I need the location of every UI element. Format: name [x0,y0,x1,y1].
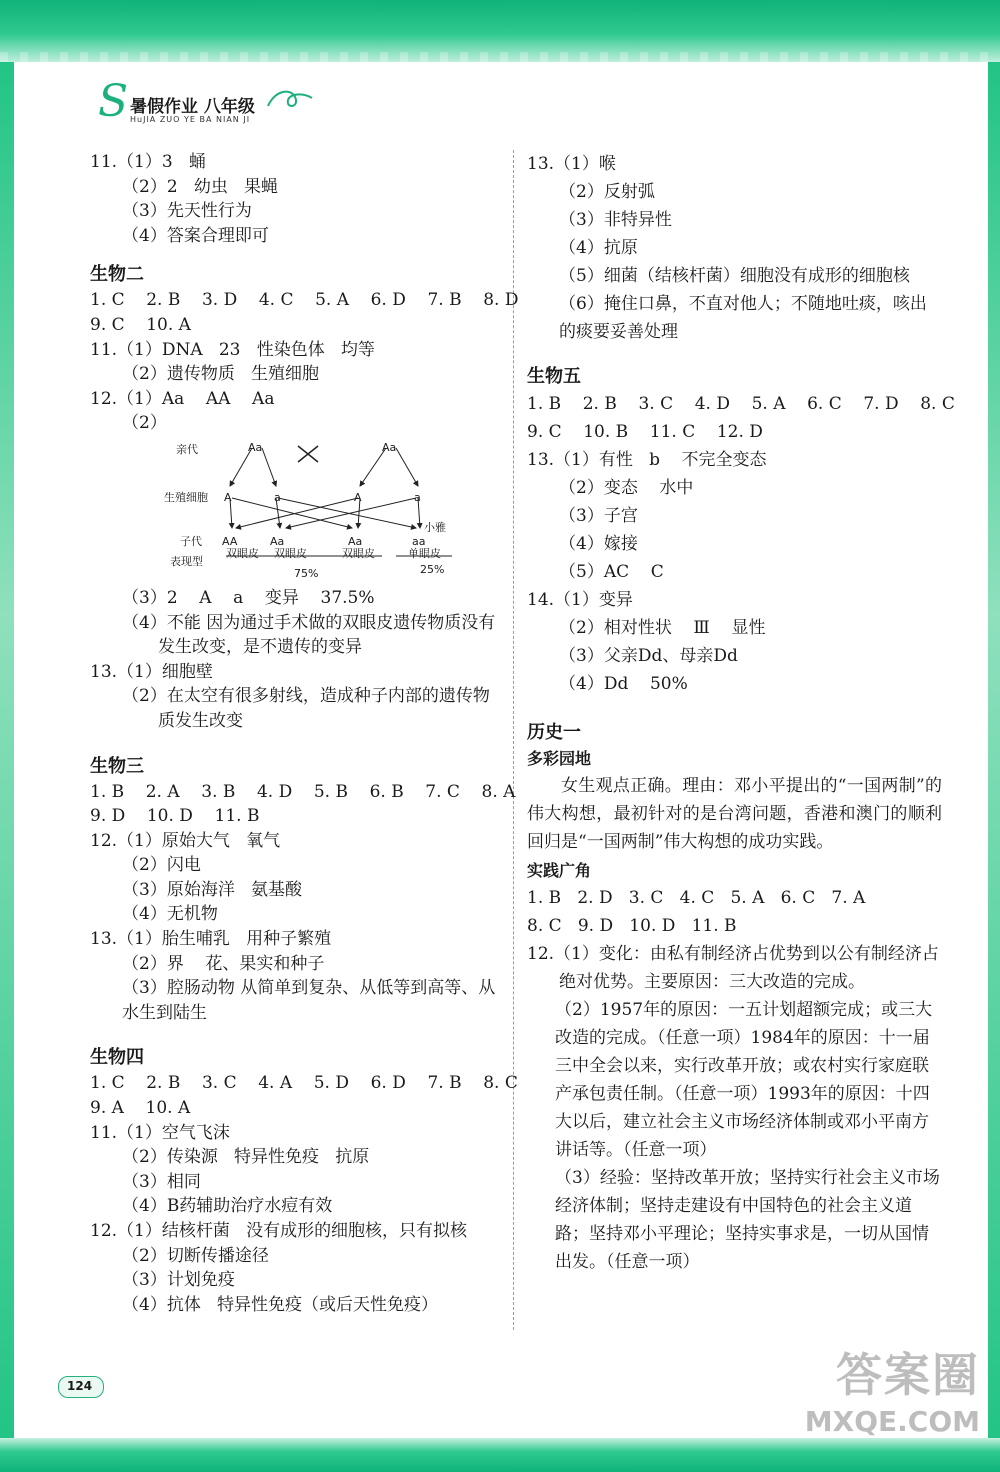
mc-answers: 9. D 10. D 11. B [90,806,260,827]
phenotype: 双眼皮 [342,546,375,560]
book-title: 暑假作业 八年级 [130,97,255,117]
answer-line: （4）抗原 [559,238,638,258]
answer-line: （4）无机物 [122,904,218,925]
book-subtitle: HuJIA ZUO YE BA NIAN JI [130,115,251,124]
answer-line: （2）界 花、果实和种子 [122,953,325,974]
gamete: a [274,490,281,504]
answer-line: 14.（1）变异 [527,590,633,610]
answer-paragraph: 女生观点正确。理由：邓小平提出的“一国两制”的伟大构想，最初针对的是台湾问题，香港和澳门的顺利回归是“一国两制”伟大构想的成功实践。 [527,776,942,852]
gamete-label: 生殖细胞 [164,490,208,504]
genetics-cross-diagram [90,436,505,586]
answer-line: 12.（1）原始大气 氧气 [90,830,281,851]
answer-paragraph: 12.（1）变化：由私有制经济占优势到以公有制经济占绝对优势。主要原因：三大改造的完成。 [527,944,939,992]
offspring-genotype: aa [412,534,426,548]
gamete: A [224,490,232,504]
section-heading-bio3: 生物三 [90,755,144,777]
section-heading-bio4: 生物四 [90,1047,144,1069]
answer-line: （3）计划免疫 [122,1270,235,1291]
answer-paragraph: （3）经验：坚持改革开放；坚持实行社会主义市场经济体制；坚持走建设有中国特色的社会主义道路；坚持邓小平理论；坚持实事求是，一切从国情出发。（任意一项） [555,1168,940,1272]
mc-answers: 1. C 2. B 3. D 4. C 5. A 6. D 7. B 8. D [90,290,519,311]
answer-line: 13.（1）细胞壁 [90,661,213,682]
answer-line: （4）嫁接 [559,534,638,554]
percentage: 25% [420,562,445,576]
phenotype: 单眼皮 [408,546,441,560]
bottom-decor-band [0,1438,1000,1472]
answer-line: （2）在太空有很多射线，造成种子内部的遗传物质发生改变 [122,686,490,731]
answer-line: （3）子宫 [559,506,638,526]
answer-line: （2）闪电 [122,855,201,876]
gamete: A [354,490,362,504]
mc-answers: 1. B 2. A 3. B 4. D 5. B 6. B 7. C 8. A [90,781,516,802]
swirl-decor-icon [266,86,314,114]
column-divider [513,150,514,1330]
answer-line: （4）Dd 50% [559,674,688,694]
mc-answers: 9. A 10. A [90,1098,191,1119]
mc-answers: 9. C 10. B 11. C 12. D [527,422,763,442]
section-heading-bio5: 生物五 [527,366,581,387]
answer-line: （2）切断传播途径 [122,1245,269,1266]
subheading-colorful-garden: 多彩园地 [527,749,592,768]
parent-label: 亲代 [176,442,198,456]
answer-line: （3）2 A a 变异 37.5% [122,587,375,608]
right-column [527,150,955,1276]
answer-line: （4）不能 因为通过手术做的双眼皮遗传物质没有发生改变，是不遗传的变异 [122,612,496,658]
answer-line: 11.（1）DNA 23 性染色体 均等 [90,339,375,360]
left-column [90,150,519,1317]
answer-line: （2）遗传物质 生殖细胞 [122,364,320,385]
parent-genotype: Aa [382,440,397,454]
right-decor-band [988,62,1000,1442]
answer-line: （2） [122,413,167,434]
answer-line: 12.（1）结核杆菌 没有成形的细胞核，只有拟核 [90,1221,468,1241]
mc-answers: 1. C 2. B 3. C 4. A 5. D 6. D 7. B 8. C [90,1073,518,1094]
answer-paragraph: （2）1957年的原因：一五计划超额完成；或三大改造的完成。（任意一项）1984年的原因：十一届三中全会以来，实行改革开放；或农村实行家庭联产承包责任制。（任意一项）1993年的原因：十四大以后，建立社会主义市场经济体制或邓小平南方讲话等。（任意一项） [555,1000,933,1160]
percentage: 75% [294,566,319,580]
logo-letter: S [98,76,129,127]
answer-line: 13.（1）喉 [527,154,616,174]
watermark-url: MXQE.COM [804,1405,980,1438]
answer-line: 13.（1）有性 b 不完全变态 [527,450,767,470]
answer-line: （6）掩住口鼻，不直对他人；不随地吐痰，咳出的痰要妥善处理 [559,294,927,342]
answer-line: （2）变态 水中 [559,478,694,498]
parent-genotype: Aa [248,440,263,454]
answer-line: （2）相对性状 Ⅲ 显性 [559,618,766,638]
answer-line: （5）AC C [559,562,664,582]
mc-answers: 1. B 2. D 3. C 4. C 5. A 6. C 7. A [527,888,866,908]
answer-line: （4）答案合理即可 [122,225,269,246]
answer-line: 11.（1）3 蛹 [90,152,206,172]
answer-line: （3）父亲Dd、母亲Dd [559,646,738,666]
watermark-text: 答案圈 [836,1348,980,1402]
page-number-text: 124 [67,1379,93,1393]
phenotype: 双眼皮 [226,546,259,560]
phenotype-label: 表现型 [170,554,203,568]
answer-line: （3）原始海洋 氨基酸 [122,879,303,900]
answer-line: （3）先天性行为 [122,201,252,222]
answer-line: （2）传染源 特异性免疫 抗原 [122,1147,370,1168]
answer-line: 13.（1）胎生哺乳 用种子繁殖 [90,929,332,950]
page-number [58,1376,108,1400]
answer-line: （4）B药辅助治疗水痘有效 [122,1196,333,1217]
offspring-genotype: Aa [348,534,363,548]
answer-line: （3）相同 [122,1171,201,1192]
answer-line: （2）2 幼虫 果蝇 [122,176,279,197]
offspring-genotype: Aa [270,534,285,548]
left-decor-band [0,62,14,1442]
person-name-label: 小雅 [424,520,446,534]
mc-answers: 9. C 10. A [90,314,191,335]
answer-line: （3）非特异性 [559,210,672,230]
answer-line: （4）抗体 特异性免疫（或后天性免疫） [122,1294,439,1315]
gamete: a [414,490,421,504]
site-watermark [805,1339,980,1438]
book-logo [98,76,318,132]
section-heading-hist1: 历史一 [527,722,581,743]
answer-line: （3）腔肠动物 从简单到复杂、从低等到高等、从水生到陆生 [122,978,496,1023]
mc-answers: 1. B 2. B 3. C 4. D 5. A 6. C 7. D 8. C [527,394,955,414]
top-decor-band [0,0,1000,62]
offspring-genotype: AA [222,534,238,548]
answer-line: （5）细菌（结核杆菌）细胞没有成形的细胞核 [559,266,910,286]
section-heading-bio2: 生物二 [90,264,144,286]
subheading-practice: 实践广角 [527,861,592,880]
mc-answers: 8. C 9. D 10. D 11. B [527,916,737,936]
answer-line: 12.（1）Aa AA Aa [90,388,275,409]
answer-line: 11.（1）空气飞沫 [90,1122,230,1143]
phenotype: 双眼皮 [274,546,307,560]
answer-line: （2）反射弧 [559,182,655,202]
offspring-label: 子代 [180,534,202,548]
